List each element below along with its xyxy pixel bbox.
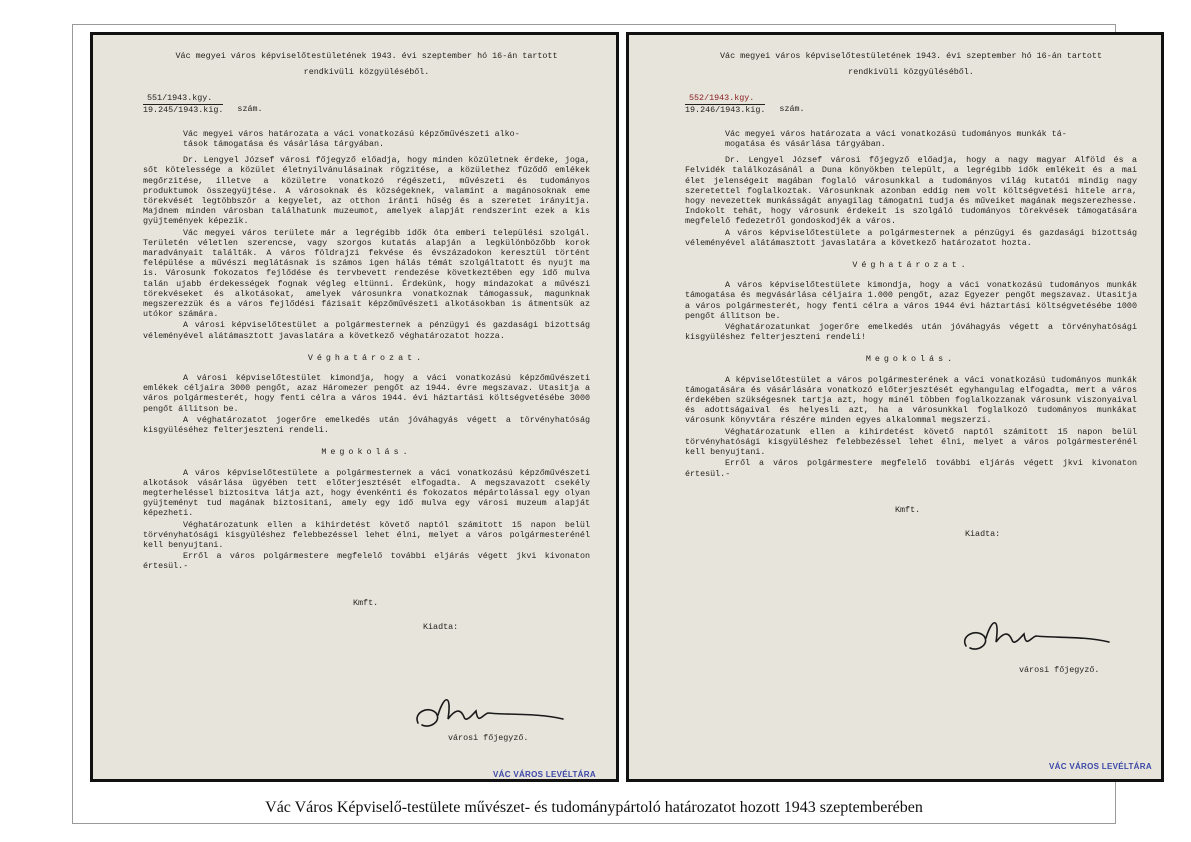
page-header	[143, 51, 590, 77]
document-page-left	[90, 32, 619, 782]
number-kgy: 552/1943.kgy.	[685, 93, 765, 104]
resolution-paragraph: A városi képviselőtestület kimondja, hogy a váci vonatkozású képzőművészeti emlékek céljaira 3000 pengőt, azaz Háromezer pengőt az 1944. évre megszavaz. Utasitja a város polgármesterét, hogy fenti célra a város 1944. évi háztartási költségvetésébe 3000 pengőt állitson be.	[143, 373, 590, 414]
body-paragraph: A városi képviselőtestület a polgármesternek a pénzügyi és gazdasági bizottság véleményével alátámasztott javaslatára a következő véghatározatot hozza.	[143, 320, 590, 341]
reasoning-paragraph: Véghatározatunk ellen a kihirdetést követő naptól számitott 15 napon belül törvényhatósági kisgyüléshez felebbezéssel lehet élni, melyet a város polgármesterénél kell benyujtani.	[685, 426, 1137, 458]
body-paragraph: Dr. Lengyel József városi főjegyző előadja, hogy minden közületnek érdeke, joga, sőt kötelessége a közület életnyilvánulásainak rögzitése, a közülethez fűződő emlékek megőrzitése, illetve a közületre vonatkozó régészeti, művészeti és tudományos produktumok összegyüjtése. A városoknak és községeknek, valamint a magánosoknak eme törekvését legtöbbször a kegyelet, az otthon iránti hűség és a szeretet irányitja. Majdnem minden városban találhatunk muzeumot, amelyek alapját rendszerint ezek a kis gyüjtemények képezik.	[143, 155, 590, 227]
body-paragraph: Vác megyei város területe már a legrégibb idők óta emberi települési szolgál. Területén véletlen szerencse, vagy szorgos kutatás alapján a legkülönbözőbb korok maradványait találták. A város földrajzi fekvése és évszázadokon keresztül történt felépülése a művészi meglátásnak is számos igen hálás témát szolgáltatott és nyujt ma is. Városunk fokozatos fejlődése és tervbevett rendezése következtében egy idő mulva talán ujabb érdekességek fognak végleg eltünni. Érdekünk, hogy mindazokat a művészi törekvéseket és alkotásokat, amelyek városunkra vonatkoznak támogassuk, magunknak megszerezzük és a város fejlődési fázisait képzőművészeti alkotásokban is átmentsük az utókor számára.	[143, 227, 590, 320]
subject	[143, 129, 590, 149]
kmft-label: Kmft.	[353, 597, 379, 608]
handwritten-signature	[954, 610, 1114, 670]
figure-caption: Vác Város Képviselő-testülete művészet- és tudománypártoló határozatot hozott 1943 szeptemberében	[265, 799, 923, 816]
signature-title: városi főjegyző.	[1019, 665, 1100, 675]
resolution-paragraph: Véghatározatunkat jogerőre emelkedés után jóváhagyás végett a törvényhatósági kisgyüléshez felterjeszteni rendeli!	[685, 322, 1137, 343]
szam-label: szám.	[779, 103, 805, 114]
header-line-2: rendkivüli közgyüléséből.	[303, 67, 430, 78]
vegh-title: Véghatározat.	[852, 260, 970, 271]
subject-line-1: Vác megyei város határozata a váci vonatkozású képzőművészeti alko-	[183, 128, 520, 139]
number-kgy: 551/1943.kgy.	[143, 93, 223, 104]
document-number	[143, 93, 590, 114]
header-line-1: Vác megyei város képviselőtestületének 1943. évi szeptember hó 16-án tartott	[175, 51, 558, 61]
resolution-paragraph: A város képviselőtestülete kimondja, hogy a váci vonatkozású tudományos munkák támogatása és megvásárlása céljaira 1.000 pengőt, azaz Egyezer pengőt megszavaz. Utasitja a város polgármesterét, hogy fenti célra a város 1944 évi háztartási költségvetésébe 1000 pengőt állitson be.	[685, 280, 1137, 321]
subject-line-2: tások támogatása és vásárlása tárgyában.	[183, 139, 385, 150]
reasoning-paragraph: A képviselőtestület a város polgármesterének a váci vonatkozású tudományos munkák támogatására és vásárlására vonatkozó előterjesztését egyhangulag elfogadta, mert a város érdekében szükségesnek tartja azt, hogy minél többen foglalkozzanak városunk viszonyaival és adottságaival és helyesli azt, ha a városunkkal foglalkozó tudományos munkákat városunk könyvtára részére minden egyes alkalommal megszerzi.	[685, 374, 1137, 426]
reasoning-paragraph: A város képviselőtestülete a polgármesternek a váci vonatkozású képzőművészeti alkotások vásárlása ügyében tett előterjesztését elfogadta. A megszavazott csekély megterheléssel biztositva látja azt, hogy évenkénti és fokozatos mépártolással egy olyan gyüjteményt tud magának biztositani, amely egy idő mulva egy városi muzeum alapját képezheti.	[143, 467, 590, 519]
subject-line-1: Vác megyei város határozata a váci vonatkozású tudományos munkák tá-	[725, 128, 1067, 139]
kiadta-label: Kiadta:	[423, 621, 459, 632]
document-number	[685, 93, 1137, 114]
archive-stamp: VÁC VÁROS LEVÉLTÁRA	[493, 770, 596, 779]
page-header	[685, 51, 1137, 77]
subject	[685, 129, 1137, 149]
reasoning-paragraph: Erről a város polgármestere megfelelő további eljárás végett jkvi kivonaton értesül.-	[685, 458, 1137, 479]
signature-title: városi főjegyző.	[448, 733, 529, 743]
reasoning-paragraph: Erről a város polgármestere megfelelő további eljárás végett jkvi kivonaton értesül.-	[143, 551, 590, 572]
archive-stamp: VÁC VÁROS LEVÉLTÁRA	[1049, 762, 1152, 771]
resolution-paragraph: A véghatározatot jogerőre emelkedés után jóváhagyás végett a törvényhatóság kisgyüléséhez felterjeszteni rendeli.	[143, 414, 590, 436]
indok-title: Megokolás.	[865, 354, 957, 365]
number-kig: 19.245/1943.kig.	[143, 104, 224, 115]
subject-line-2: mogatása és vásárlása tárgyában.	[725, 139, 886, 150]
document-page-right	[626, 32, 1164, 782]
szam-label: szám.	[237, 103, 263, 114]
header-line-1: Vác megyei város képviselőtestületének 1943. évi szeptember hó 16-án tartott	[720, 51, 1102, 61]
kmft-label: Kmft.	[895, 504, 921, 515]
kiadta-label: Kiadta:	[965, 528, 1001, 539]
reasoning-paragraph: Véghatározatunk ellen a kihirdetést követő naptól számitott 15 napon belül törvényhatósági kisgyüléshez felebbezéssel lehet élni, melyet a város polgármesterénél kell benyujtani.	[143, 519, 590, 550]
body-paragraph: A város képviselőtestülete a polgármesternek a pénzügyi és gazdasági bizottság véleményével alátámasztott javaslatára a következő határozatot hozta.	[685, 227, 1137, 248]
vegh-title: Véghatározat.	[307, 352, 426, 363]
number-kig: 19.246/1943.kig.	[685, 104, 766, 115]
body-paragraph: Dr. Lengyel József városi főjegyző előadja, hogy a nagy magyar Alföld és a Felvidék találkozásánál a Duna könyökben települt, a legrégibb idők emlékeit és a mai élet jelenségeit magában foglaló városunkkal a tudományos világ kutatói mindig nagy szeretettel foglalkoztak. Városunknak azonban eddig nem volt költségvetési hitele arra, hogy nevezettek munkásságát anyagilag támogatni tudja és műveiket magának megszerezhesse. Indokolt tehát, hogy városunk érdekeit is szolgáló tudományos törekvések támogatására megfelelő fedezetről gondoskodjék a város.	[685, 155, 1137, 227]
indok-title: Megokolás.	[321, 447, 412, 458]
header-line-2: rendkivüli közgyüléséből.	[848, 67, 974, 78]
